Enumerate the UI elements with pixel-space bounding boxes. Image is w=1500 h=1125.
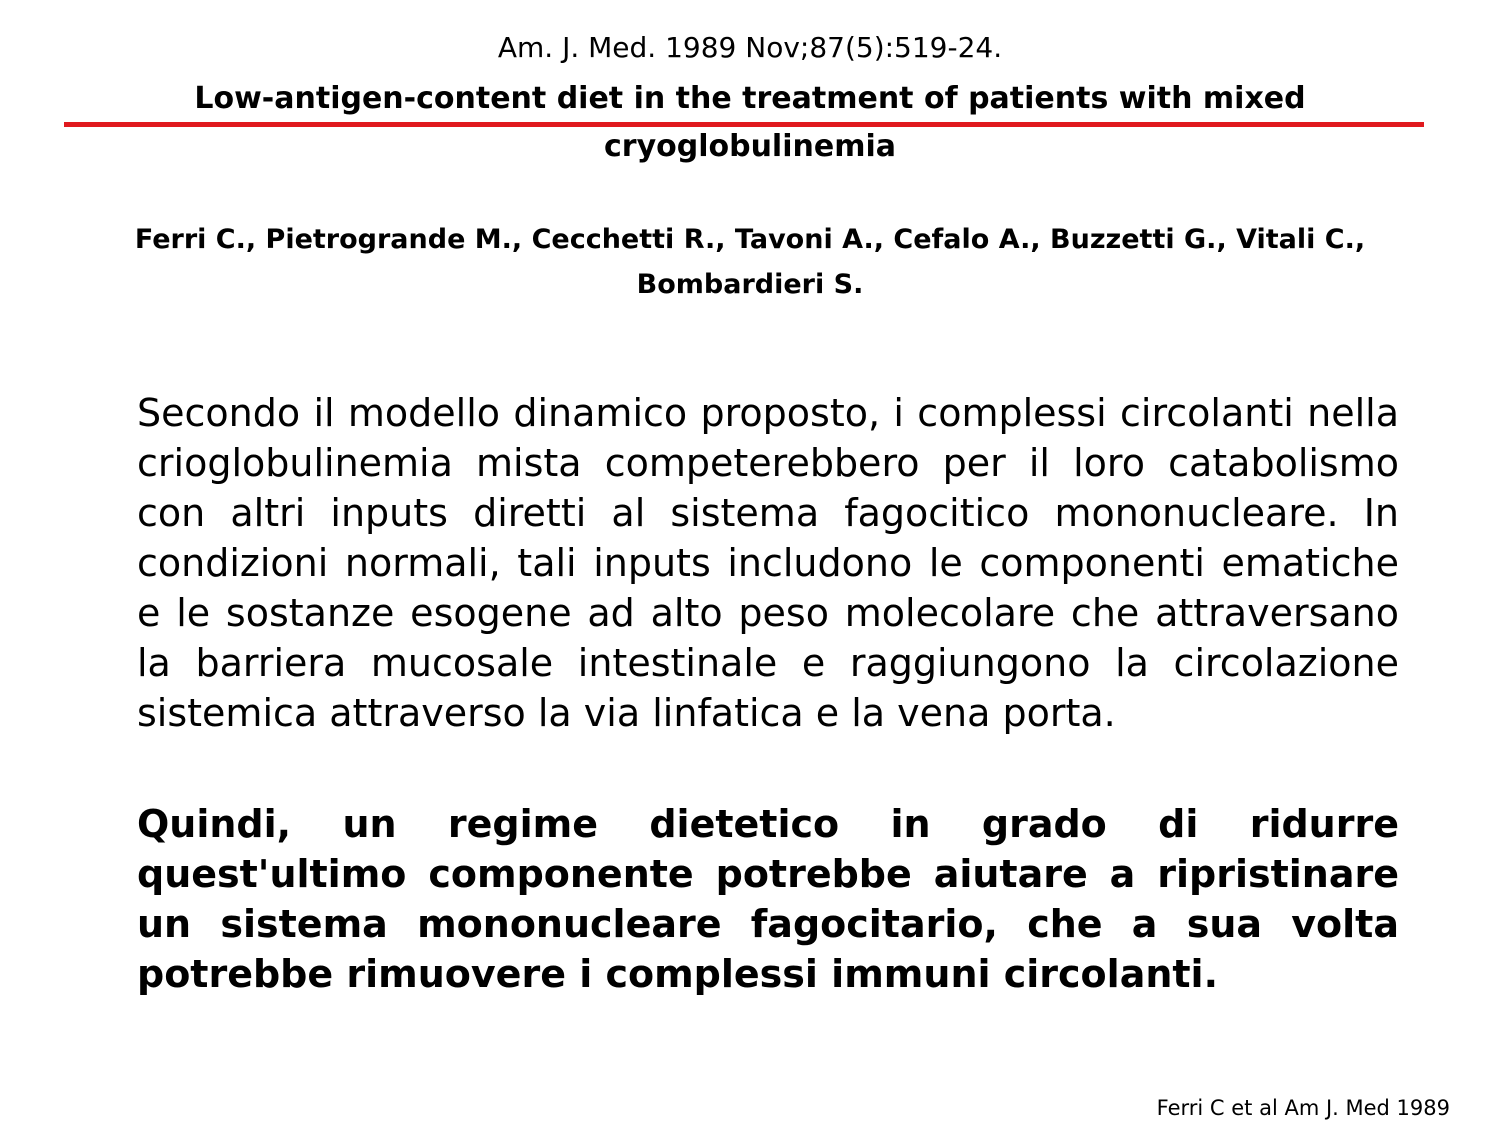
article-title: Low-antigen-content diet in the treatment of patients with mixed cryoglobulinemia [194, 81, 1306, 164]
body-paragraph-1: Secondo il modello dinamico proposto, i complessi circolanti nella crioglobulinemia mista competerebbero per il loro catabolismo con altri inputs diretti al sistema fagocitico mononucleare. In condizioni normali, tali inputs includono le componenti ematiche e le sostanze esogene ad alto peso molecolare che attraversano la barriera mucosale intestinale e raggiungono la circolazione sistemica attraverso la via linfatica e la vena porta. [137, 391, 1399, 735]
footer-reference: Ferri C et al Am J. Med 1989 [1156, 1096, 1450, 1120]
body-paragraph-2-conclusion: Quindi, un regime dietetico in grado di ridurre quest'ultimo componente potrebbe aiutare a ripristinare un sistema mononucleare fagocitario, che a sua volta potrebbe rimuovere i complessi immuni circolanti. [137, 802, 1399, 996]
author-list: Ferri C., Pietrogrande M., Cecchetti R., Tavoni A., Cefalo A., Buzzetti G., Vitali C., Bombardieri S. [134, 224, 1366, 300]
journal-citation: Am. J. Med. 1989 Nov;87(5):519-24. [497, 31, 1003, 64]
